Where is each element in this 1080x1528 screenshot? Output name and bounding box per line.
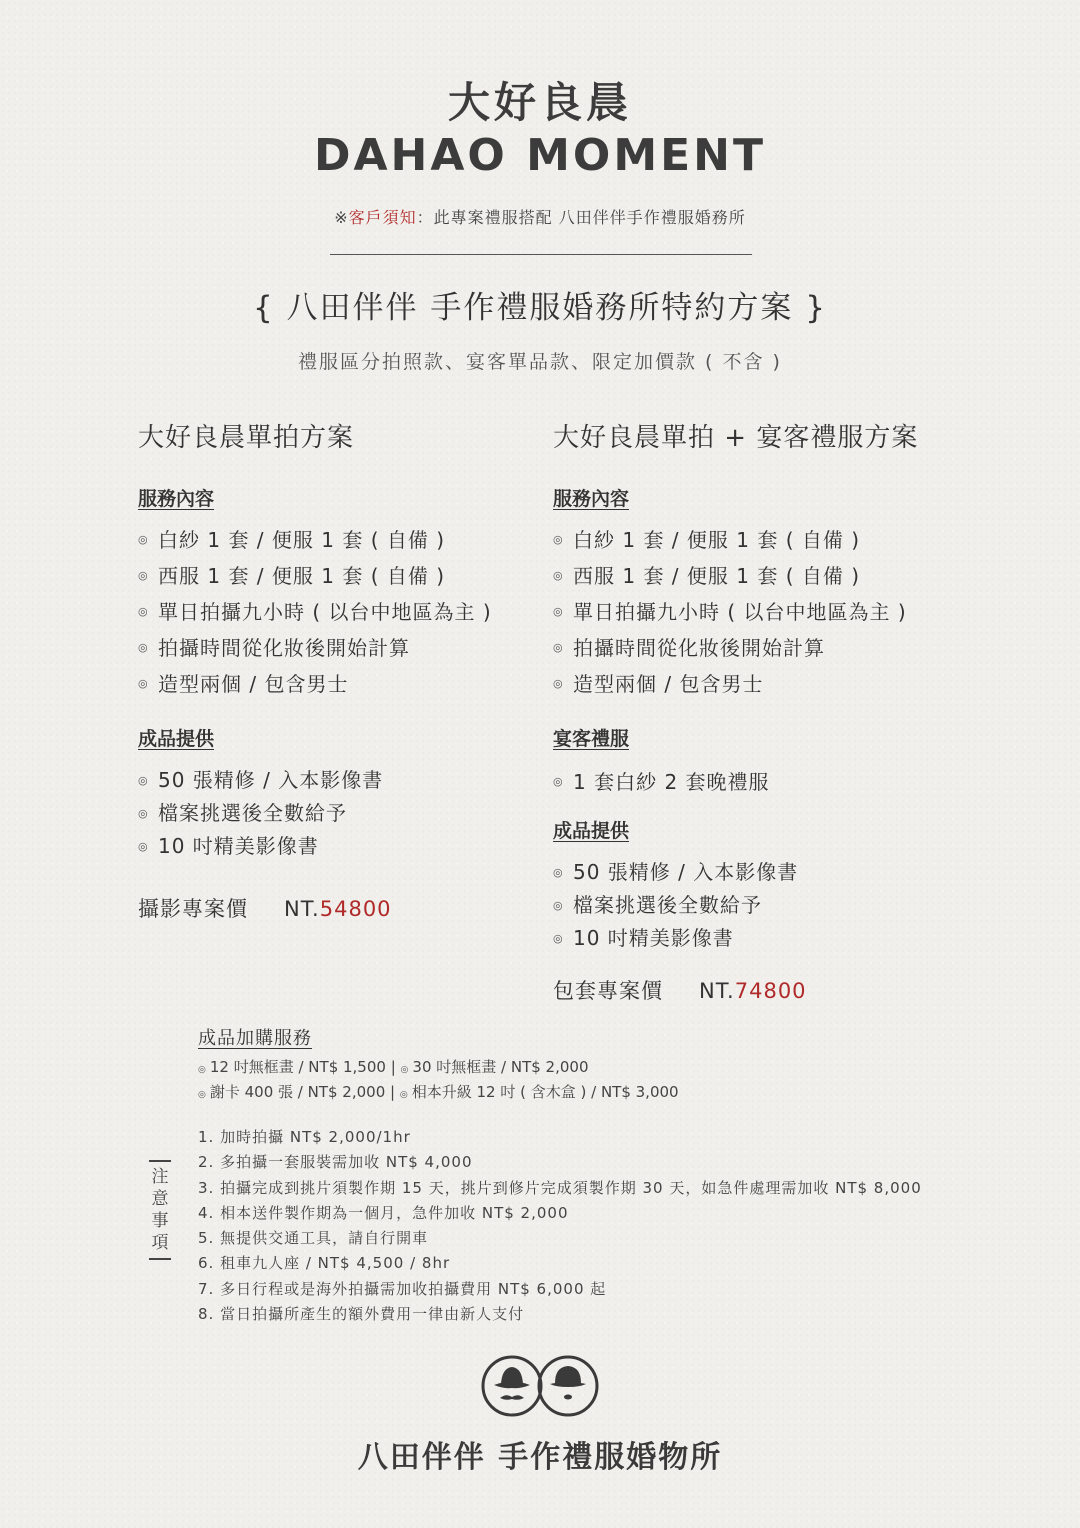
note-item: 8. 當日拍攝所產生的額外費用一律由新人支付 <box>198 1305 525 1324</box>
note-item: 2. 多拍攝一套服裝需加收 NT$ 4,000 <box>198 1153 473 1172</box>
left-price <box>138 893 558 923</box>
list-item: ◎ 造型兩個 / 包含男士 <box>138 666 558 702</box>
note-item: 5. 無提供交通工具，請自行開車 <box>198 1229 429 1248</box>
list-item: ◎ 檔案挑選後全數給予 <box>553 889 973 922</box>
two-gentlemen-hats-logo-icon <box>480 1352 604 1420</box>
right-service-list <box>553 522 973 702</box>
left-plan-title: 大好良晨單拍方案 <box>138 423 355 453</box>
list-item: ◎ 50 張精修 / 入本影像書 <box>553 856 973 889</box>
plan-column-left <box>138 420 558 923</box>
list-item: ◎ 西服 1 套 / 便服 1 套 ( 自備 ) <box>138 558 558 594</box>
notes-label: 注 意 事 項 <box>148 1160 172 1260</box>
price-label: 攝影專案價 <box>138 897 248 921</box>
price-value: 74800 <box>734 979 807 1003</box>
right-product-list <box>553 856 973 955</box>
left-product-heading: 成品提供 <box>138 728 215 750</box>
addon-heading: 成品加購服務 <box>198 1028 312 1049</box>
price-label: 包套專案價 <box>553 979 663 1003</box>
price-prefix: NT. <box>699 979 735 1003</box>
list-item: ◎ 檔案挑選後全數給予 <box>138 797 558 830</box>
brand-title-zh: 大好良晨 <box>447 78 632 127</box>
footer-brand-name: 八田伴伴 手作禮服婚物所 <box>357 1440 723 1475</box>
note-item: 6. 租車九人座 / NT$ 4,500 / 8hr <box>198 1254 451 1273</box>
list-item: ◎ 白紗 1 套 / 便服 1 套 ( 自備 ) <box>138 522 558 558</box>
addon-line: ◎ 謝卡 400 張 / NT$ 2,000 | ◎ 相本升級 12 吋 ( 含木盒 ) / NT$ 3,000 <box>198 1083 679 1101</box>
note-item: 3. 拍攝完成到挑片須製作期 15 天，挑片到修片完成須製作期 30 天，如急件處理需加收 NT$ 8,000 <box>198 1178 922 1197</box>
right-banquet-heading: 宴客禮服 <box>553 728 630 750</box>
left-service-heading: 服務內容 <box>138 488 215 510</box>
list-item: ◎ 50 張精修 / 入本影像書 <box>138 764 558 797</box>
left-product-list <box>138 764 558 863</box>
note-item: 4. 相本送件製作期為一個月，急件加收 NT$ 2,000 <box>198 1203 569 1222</box>
right-service-heading: 服務內容 <box>553 488 630 510</box>
price-value: 54800 <box>319 897 392 921</box>
customer-notice <box>0 205 1080 228</box>
plan-subtitle: 禮服區分拍照款、宴客單品款、限定加價款 ( 不含 ) <box>298 351 782 373</box>
left-service-list <box>138 522 558 702</box>
list-item: ◎ 拍攝時間從化妝後開始計算 <box>138 630 558 666</box>
addon-line: ◎ 12 吋無框畫 / NT$ 1,500 | ◎ 30 吋無框畫 / NT$ 2,000 <box>198 1058 589 1076</box>
right-product-heading: 成品提供 <box>553 820 630 842</box>
right-banquet-list <box>553 764 973 800</box>
right-plan-title: 大好良晨單拍 + 宴客禮服方案 <box>553 423 919 453</box>
list-item: ◎ 1 套白紗 2 套晚禮服 <box>553 764 973 800</box>
list-item: ◎ 10 吋精美影像書 <box>553 922 973 955</box>
notice-accent: 客戶須知 <box>348 208 417 227</box>
list-item: ◎ 拍攝時間從化妝後開始計算 <box>553 630 973 666</box>
list-item: ◎ 白紗 1 套 / 便服 1 套 ( 自備 ) <box>553 522 973 558</box>
header-divider <box>330 254 752 255</box>
list-item: ◎ 西服 1 套 / 便服 1 套 ( 自備 ) <box>553 558 973 594</box>
list-item: ◎ 單日拍攝九小時 ( 以台中地區為主 ) <box>553 594 973 630</box>
price-prefix: NT. <box>284 897 320 921</box>
list-item: ◎ 單日拍攝九小時 ( 以台中地區為主 ) <box>138 594 558 630</box>
plan-title: { 八田伴伴 手作禮服婚務所特約方案 } <box>252 290 827 326</box>
notice-prefix: ※ <box>334 208 349 227</box>
note-item: 1. 加時拍攝 NT$ 2,000/1hr <box>198 1128 411 1146</box>
list-item: ◎ 10 吋精美影像書 <box>138 830 558 863</box>
note-item: 7. 多日行程或是海外拍攝需加收拍攝費用 NT$ 6,000 起 <box>198 1279 607 1298</box>
list-item: ◎ 造型兩個 / 包含男士 <box>553 666 973 702</box>
brand-title-en: DAHAO MOMENT <box>313 130 767 181</box>
notice-text: ：此專案禮服搭配 八田伴伴手作禮服婚務所 <box>416 208 746 227</box>
plan-column-right <box>553 420 973 1005</box>
right-price <box>553 975 973 1005</box>
notes-list <box>198 1125 922 1327</box>
